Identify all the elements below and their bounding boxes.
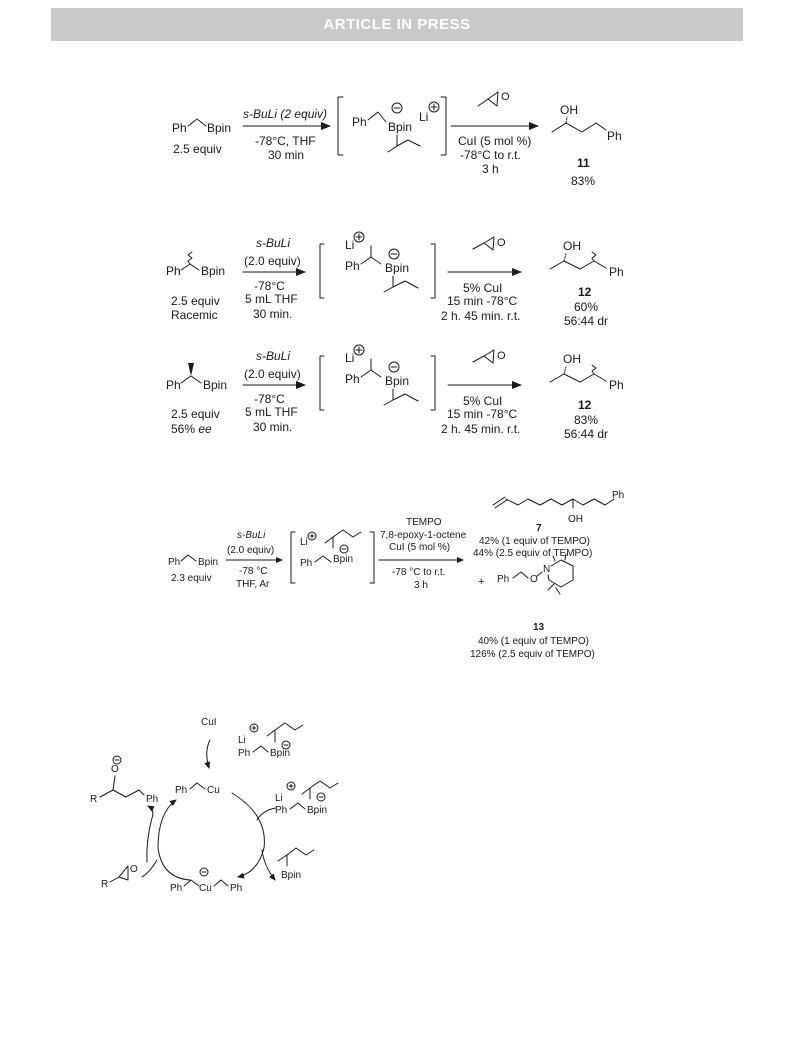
plus-sign bbox=[431, 104, 437, 110]
cond-amount: (2.0 equiv) bbox=[227, 545, 275, 556]
right-ph: Ph bbox=[275, 805, 288, 816]
product-13-piperidine bbox=[548, 554, 573, 594]
product-oh: OH bbox=[563, 239, 581, 253]
bottom-cu: Cu bbox=[199, 883, 212, 894]
product-13-benzyl-bond bbox=[513, 572, 528, 578]
product-ph: Ph bbox=[609, 265, 624, 279]
cond-base: s-BuLi bbox=[237, 530, 266, 541]
entry-arrow-right bbox=[257, 808, 276, 820]
int-bond bbox=[361, 246, 381, 264]
hash-bond bbox=[564, 367, 566, 374]
reactant-bpin-label: Bpin bbox=[207, 121, 232, 135]
product-dr: 56:44 dr bbox=[564, 427, 609, 441]
int-ph: Ph bbox=[345, 259, 360, 273]
reactant-ph: Ph bbox=[168, 557, 181, 568]
product-oh: OH bbox=[560, 103, 578, 117]
top-bpin: Bpin bbox=[270, 748, 291, 759]
product-ph: Ph bbox=[607, 129, 622, 143]
alkoxide-o: O bbox=[111, 764, 119, 775]
reactant-bond bbox=[181, 376, 201, 383]
cond-base: s-BuLi bbox=[256, 349, 291, 363]
cond-temp: -78°C bbox=[254, 279, 285, 293]
cycle-arc-right bbox=[232, 793, 264, 877]
cond-time: 30 min. bbox=[253, 307, 293, 321]
wavy-bond bbox=[592, 365, 596, 374]
cat: 5% CuI bbox=[463, 394, 503, 408]
top-sec-butyl bbox=[267, 723, 303, 742]
int-ph: Ph bbox=[345, 372, 360, 386]
bracket-right bbox=[441, 97, 446, 155]
step1-temp: -78°C, THF bbox=[255, 134, 316, 148]
reactant-bpin: Bpin bbox=[203, 378, 228, 392]
bottom-bond-2 bbox=[214, 880, 228, 886]
alkoxide-r: R bbox=[90, 794, 98, 805]
cond-solvent: 5 mL THF bbox=[245, 292, 298, 306]
article-in-press-banner: ARTICLE IN PRESS bbox=[51, 8, 743, 41]
exit-arrow-left bbox=[147, 806, 153, 862]
bottom-ph-1: Ph bbox=[170, 883, 183, 894]
product-7-ph: Ph bbox=[612, 490, 625, 501]
int-li: Li bbox=[345, 351, 355, 365]
bracket-left bbox=[320, 244, 324, 298]
bracket-right bbox=[370, 532, 374, 583]
cond-base: s-BuLi bbox=[256, 236, 291, 250]
right-bond bbox=[290, 803, 305, 809]
plus-sign bbox=[310, 534, 314, 538]
reactant-bond bbox=[188, 119, 206, 126]
sec-butyl-chain bbox=[384, 276, 418, 292]
byproduct-bpin: Bpin bbox=[281, 870, 302, 881]
top-bond bbox=[253, 746, 268, 752]
cond-amount: (2.0 equiv) bbox=[244, 254, 301, 268]
cu-bond bbox=[190, 783, 205, 789]
product-yield: 60% bbox=[574, 300, 599, 314]
bracket-right bbox=[431, 356, 435, 410]
int-bpin: Bpin bbox=[388, 120, 413, 134]
cat: 5% CuI bbox=[463, 281, 503, 295]
product-13-o: O bbox=[530, 574, 538, 585]
entry-arrow-left bbox=[142, 860, 157, 877]
epoxide-ring bbox=[484, 350, 494, 363]
cond-amount: (2.0 equiv) bbox=[244, 367, 301, 381]
product-id-12: 12 bbox=[578, 285, 592, 299]
plus-sign bbox=[252, 726, 256, 730]
time-1: 15 min -78°C bbox=[447, 294, 518, 308]
step2-temp: -78°C to r.t. bbox=[460, 148, 521, 162]
int-bond bbox=[368, 112, 386, 122]
cond-solvent: 5 mL THF bbox=[245, 405, 298, 419]
cycle-arc-left bbox=[158, 800, 190, 880]
int-ph: Ph bbox=[352, 115, 367, 129]
product-chain bbox=[552, 123, 606, 132]
product-ph: Ph bbox=[609, 378, 624, 392]
wavy-bond bbox=[188, 252, 192, 264]
time-1: 15 min -78°C bbox=[447, 407, 518, 421]
epoxide-ring bbox=[484, 237, 494, 250]
product-chain bbox=[550, 261, 606, 269]
alkoxide-chain bbox=[100, 776, 144, 797]
reagent-tempo: TEMPO bbox=[406, 517, 442, 528]
time-2: 2 h. 45 min. r.t. bbox=[441, 422, 521, 436]
plus-sign bbox=[356, 347, 362, 353]
product-13-n: N bbox=[543, 564, 551, 575]
right-sec-butyl bbox=[302, 781, 338, 799]
epoxide-r: R bbox=[101, 879, 109, 890]
cond-solvent: THF, Ar bbox=[236, 579, 270, 590]
product-7-yield-2: 44% (2.5 equiv of TEMPO) bbox=[473, 548, 593, 559]
reactant-ph: Ph bbox=[166, 264, 181, 278]
plus-symbol: + bbox=[478, 576, 485, 588]
product-13-yield-1: 40% (1 equiv of TEMPO) bbox=[478, 636, 589, 647]
product-7-oh: OH bbox=[568, 514, 583, 525]
reagent-temp: -78 °C to r.t. bbox=[392, 567, 446, 578]
reactant-equiv: 2.3 equiv bbox=[171, 573, 212, 584]
product-chain bbox=[550, 374, 606, 382]
epoxide-ring bbox=[110, 866, 128, 882]
cu-ph: Ph bbox=[175, 785, 188, 796]
product-id-11: 11 bbox=[577, 156, 590, 170]
plus-sign bbox=[289, 784, 293, 788]
product-7-structure bbox=[493, 497, 614, 508]
int-bpin: Bpin bbox=[385, 261, 410, 275]
cui-entry-arrow bbox=[207, 740, 210, 768]
step2-time: 3 h bbox=[482, 162, 499, 176]
epoxide-o: O bbox=[501, 91, 510, 103]
step2-cat: CuI (5 mol %) bbox=[458, 134, 532, 148]
bracket-left bbox=[291, 532, 295, 583]
reactant-ee: 56% ee bbox=[171, 422, 212, 436]
int-li: Li bbox=[345, 238, 355, 252]
time-2: 2 h. 45 min. r.t. bbox=[441, 309, 521, 323]
reactant-bond bbox=[181, 264, 199, 270]
epoxide-o: O bbox=[130, 864, 138, 875]
reactant-bpin: Bpin bbox=[198, 557, 219, 568]
byproduct-chain bbox=[278, 848, 314, 866]
product-13-ph: Ph bbox=[497, 574, 510, 585]
product-13-yield-2: 126% (2.5 equiv of TEMPO) bbox=[470, 649, 595, 660]
cond-time: 30 min. bbox=[253, 420, 293, 434]
product-yield: 83% bbox=[574, 413, 599, 427]
hash-bond bbox=[564, 254, 566, 261]
bracket-left bbox=[320, 356, 324, 410]
catalytic-cycle bbox=[90, 717, 338, 894]
reagent-cui: CuI (5 mol %) bbox=[389, 542, 451, 553]
plus-sign bbox=[356, 234, 362, 240]
sec-butyl-chain bbox=[384, 389, 418, 405]
int-bpin: Bpin bbox=[333, 554, 354, 565]
bracket-left bbox=[338, 97, 343, 155]
wavy-bond bbox=[592, 252, 596, 261]
int-bpin: Bpin bbox=[385, 374, 410, 388]
product-13-id: 13 bbox=[533, 622, 545, 633]
reactant-bond bbox=[181, 555, 196, 561]
alkoxide-ph: Ph bbox=[146, 794, 159, 805]
top-ph: Ph bbox=[238, 748, 251, 759]
hash-bond bbox=[566, 117, 567, 123]
reagent-time: 3 h bbox=[414, 580, 428, 591]
reagent-epoxide: 7,8-epoxy-1-octene bbox=[380, 530, 467, 541]
exit-arrow-right bbox=[262, 850, 275, 880]
epoxide-ring bbox=[488, 92, 498, 106]
wedge-bond bbox=[188, 363, 194, 376]
reactant-equiv: 2.5 equiv bbox=[171, 407, 220, 421]
sec-butyl-chain bbox=[388, 135, 420, 152]
reactant-bpin: Bpin bbox=[201, 264, 226, 278]
reactant-ph-label: Ph bbox=[172, 121, 187, 135]
right-li: Li bbox=[275, 793, 283, 804]
reactant-equiv: 2.5 equiv bbox=[173, 142, 222, 156]
right-bpin: Bpin bbox=[307, 805, 328, 816]
product-id-12: 12 bbox=[578, 398, 592, 412]
product-7-yield-1: 42% (1 equiv of TEMPO) bbox=[479, 536, 590, 547]
int-bond bbox=[315, 556, 331, 562]
int-bond bbox=[361, 359, 381, 377]
product-7-id: 7 bbox=[536, 523, 542, 534]
cui-label: CuI bbox=[201, 717, 217, 728]
int-li: Li bbox=[419, 110, 429, 124]
step1-time: 30 min bbox=[268, 148, 305, 162]
reactant-racemic: Racemic bbox=[171, 308, 218, 322]
product-yield: 83% bbox=[571, 174, 596, 188]
bracket-right bbox=[431, 244, 435, 298]
cond-temp: -78 °C bbox=[239, 566, 268, 577]
scheme-1 bbox=[172, 91, 622, 188]
cu-label: Cu bbox=[207, 785, 220, 796]
scheme-2 bbox=[166, 232, 624, 328]
cond-temp: -78°C bbox=[254, 392, 285, 406]
bottom-bond-1 bbox=[184, 880, 199, 886]
top-li: Li bbox=[238, 735, 246, 746]
epoxide-o: O bbox=[497, 350, 506, 362]
epoxide-o: O bbox=[497, 237, 506, 249]
reactant-equiv: 2.5 equiv bbox=[171, 294, 220, 308]
product-oh: OH bbox=[563, 352, 581, 366]
scheme-4 bbox=[168, 490, 624, 660]
product-dr: 56:44 dr bbox=[564, 314, 609, 328]
bottom-ph-2: Ph bbox=[230, 883, 243, 894]
step1-base: s-BuLi (2 equiv) bbox=[243, 107, 328, 121]
scheme-3 bbox=[166, 345, 624, 441]
int-li: Li bbox=[300, 537, 308, 548]
int-ph: Ph bbox=[300, 558, 313, 569]
reactant-ph: Ph bbox=[166, 378, 181, 392]
